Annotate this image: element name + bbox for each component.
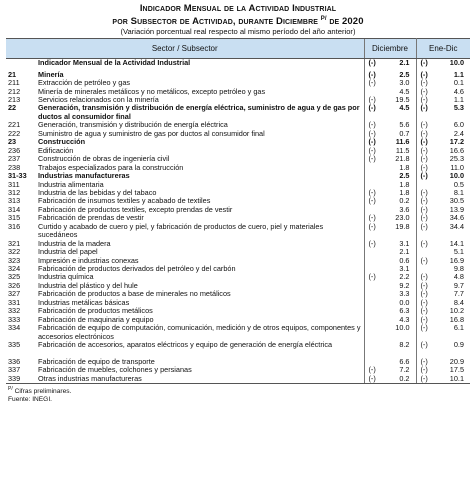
ene-dic-sign: (-) xyxy=(420,137,428,147)
ene-dic-value: 20.9 xyxy=(449,357,464,366)
ene-dic-value: 10.1 xyxy=(449,373,464,383)
diciembre-cell xyxy=(364,341,416,358)
title-line-2-text: por Subsector de Actividad, durante Diciembre xyxy=(112,16,319,28)
table-body xyxy=(6,59,470,384)
diciembre-value: 6.3 xyxy=(399,306,410,316)
diciembre-value: 2.2 xyxy=(399,272,410,282)
row-name: Industria del papel xyxy=(38,247,98,257)
row-name: Minería de minerales metálicos y no metálicos, excepto petróleo y gas xyxy=(38,86,266,96)
row-code: 311 xyxy=(8,179,20,189)
diciembre-value: 21.8 xyxy=(395,154,410,164)
ene-dic-value: 7.7 xyxy=(453,289,464,299)
row-name: Industrias metálicas básicas xyxy=(38,297,130,307)
table-notes xyxy=(6,386,470,403)
ene-dic-value: 13.9 xyxy=(449,204,464,214)
ene-dic-value: 14.1 xyxy=(449,238,464,248)
ene-dic-sign: (-) xyxy=(420,255,428,265)
ene-dic-sign: (-) xyxy=(420,94,428,104)
row-name: Fabricación de productos a base de minerales no metálicos xyxy=(38,289,231,299)
ene-dic-sign: (-) xyxy=(420,289,428,299)
ene-dic-value: 25.3 xyxy=(449,154,464,164)
ene-dic-sign: (-) xyxy=(420,238,428,248)
diciembre-value: 3.0 xyxy=(399,78,410,88)
table-row xyxy=(6,223,470,240)
diciembre-value: 23.0 xyxy=(395,213,410,223)
ene-dic-value: 11.0 xyxy=(450,162,464,172)
table-title xyxy=(6,3,470,27)
row-name: Extracción de petróleo y gas xyxy=(38,78,131,88)
diciembre-sign: (-) xyxy=(368,120,376,130)
row-name: Construcción xyxy=(38,137,86,147)
diciembre-value: 3.1 xyxy=(399,264,410,274)
row-name: Industria de las bebidas y del tabaco xyxy=(38,187,157,197)
table-subtitle: (Variación porcentual real respecto al mismo período del año anterior) xyxy=(120,27,356,37)
row-code: 237 xyxy=(8,154,21,164)
ene-dic-value: 9.8 xyxy=(453,264,464,274)
diciembre-value: 6.6 xyxy=(399,357,410,366)
ene-dic-value: 10.2 xyxy=(449,306,464,316)
header-sector: Sector / Subsector xyxy=(6,39,364,59)
diciembre-sign: (-) xyxy=(368,213,376,223)
diciembre-value: 11.5 xyxy=(395,145,410,155)
table-row xyxy=(6,59,470,68)
diciembre-sign: (-) xyxy=(368,128,376,138)
ene-dic-sign: (-) xyxy=(420,78,428,88)
ene-dic-sign: (-) xyxy=(420,103,428,113)
row-name: Construcción de obras de ingeniería civil xyxy=(38,154,170,164)
ene-dic-sign: (-) xyxy=(420,162,428,172)
diciembre-value: 19.8 xyxy=(395,221,410,231)
row-name: Fabricación de productos textiles, excepto prendas de vestir xyxy=(38,204,233,214)
ene-dic-sign: (-) xyxy=(420,58,428,68)
row-name: Otras industrias manufactureras xyxy=(38,375,364,384)
ene-dic-value: 5.3 xyxy=(453,103,464,113)
ene-dic-value: 34.6 xyxy=(449,213,464,223)
diciembre-value: 9.2 xyxy=(399,280,410,290)
diciembre-value: 3.6 xyxy=(399,204,410,214)
ene-dic-cell xyxy=(416,324,470,341)
row-code: 335 xyxy=(8,340,21,350)
ene-dic-value: 1.1 xyxy=(453,94,464,104)
row-code: 334 xyxy=(8,323,21,333)
row-code: 331 xyxy=(8,297,21,307)
note-text: Cifras preliminares. xyxy=(14,388,72,396)
ene-dic-value: 4.8 xyxy=(453,272,464,282)
diciembre-sign: (-) xyxy=(368,103,376,113)
row-code: 323 xyxy=(8,255,21,265)
row-code: 316 xyxy=(8,221,21,231)
row-code: 337 xyxy=(8,365,21,375)
diciembre-value: 0.2 xyxy=(399,196,410,206)
diciembre-sign: (-) xyxy=(368,154,376,164)
ene-dic-sign: (-) xyxy=(420,306,428,316)
ene-dic-sign: (-) xyxy=(420,86,428,96)
diciembre-sign: (-) xyxy=(368,272,376,282)
diciembre-value: 1.8 xyxy=(399,187,410,197)
row-code xyxy=(6,59,38,68)
row-code: 221 xyxy=(8,120,21,130)
ene-dic-cell xyxy=(416,59,470,68)
row-name: Industria del plástico y del hule xyxy=(38,280,138,290)
row-name: Fabricación de productos metálicos xyxy=(38,306,153,316)
ene-dic-value: 16.6 xyxy=(449,145,464,155)
ene-dic-sign: (-) xyxy=(420,357,428,366)
diciembre-value: 0.7 xyxy=(399,128,410,138)
ene-dic-value: 4.6 xyxy=(453,86,464,96)
diciembre-sign: (-) xyxy=(368,365,376,375)
diciembre-sign: (-) xyxy=(368,69,376,79)
ene-dic-value: 8.4 xyxy=(453,297,464,307)
row-name: Industria de la madera xyxy=(38,238,111,248)
ene-dic-value: 30.5 xyxy=(449,196,464,206)
ene-dic-value: 9.7 xyxy=(453,280,464,290)
ene-dic-value: 0.1 xyxy=(453,78,464,88)
diciembre-value: 4.5 xyxy=(399,103,410,113)
row-code: 336 xyxy=(8,357,21,366)
row-code: 339 xyxy=(6,375,38,384)
row-code: 31-33 xyxy=(8,171,27,181)
ene-dic-cell xyxy=(416,341,470,358)
diciembre-value: 0.0 xyxy=(399,297,410,307)
ene-dic-sign: (-) xyxy=(420,365,428,375)
row-name: Generación, transmisión y distribución de energía eléctrica, suministro de agua y de gas por ductos al consumidor final xyxy=(38,103,360,121)
row-name: Generación, transmisión y distribución de energía eléctrica xyxy=(38,120,228,130)
row-name: Industria química xyxy=(38,272,94,282)
diciembre-value: 4.5 xyxy=(399,86,410,96)
row-name: Fabricación de prendas de vestir xyxy=(38,213,144,223)
row-code: 315 xyxy=(8,213,21,223)
row-code: 313 xyxy=(8,196,21,206)
title-line-2 xyxy=(6,14,470,27)
diciembre-value: 7.2 xyxy=(399,365,410,375)
diciembre-value: 10.0 xyxy=(395,323,410,333)
title-year: de 2020 xyxy=(326,16,364,28)
ene-dic-cell xyxy=(416,375,470,384)
ene-dic-sign: (-) xyxy=(420,323,428,333)
ene-dic-value: 0.5 xyxy=(453,179,464,189)
row-name: Impresión e industrias conexas xyxy=(38,255,139,265)
preliminary-note xyxy=(8,386,470,396)
table-row xyxy=(6,375,470,384)
row-code: 326 xyxy=(8,280,21,290)
ene-dic-sign: (-) xyxy=(420,196,428,206)
diciembre-value: 0.2 xyxy=(399,373,410,383)
diciembre-value: 19.5 xyxy=(395,94,410,104)
diciembre-cell xyxy=(364,324,416,341)
ene-dic-value: 34.4 xyxy=(449,221,464,231)
ene-dic-sign: (-) xyxy=(420,171,428,181)
row-name: Edificación xyxy=(38,145,74,155)
ene-dic-cell xyxy=(416,104,470,121)
table-row xyxy=(6,104,470,121)
diciembre-value: 3.3 xyxy=(399,289,410,299)
ene-dic-sign: (-) xyxy=(420,145,428,155)
ene-dic-sign: (-) xyxy=(420,213,428,223)
ene-dic-sign: (-) xyxy=(420,297,428,307)
ene-dic-value: 16.8 xyxy=(449,314,464,324)
ene-dic-sign: (-) xyxy=(420,69,428,79)
diciembre-value: 1.8 xyxy=(399,179,410,189)
row-name: Fabricación de equipo de transporte xyxy=(38,357,155,366)
header-ene-dic: Ene-Dic xyxy=(416,39,470,59)
diciembre-sign: (-) xyxy=(368,58,376,68)
ene-dic-sign: (-) xyxy=(420,280,428,290)
industrial-activity-table xyxy=(6,38,470,384)
ene-dic-value: 10.0 xyxy=(449,171,464,181)
row-name: Servicios relacionados con la minería xyxy=(38,94,159,104)
row-name: Industrias manufactureras xyxy=(38,171,130,181)
row-code: 321 xyxy=(8,238,21,248)
diciembre-value: 1.8 xyxy=(399,162,410,172)
row-code: 22 xyxy=(8,103,17,113)
diciembre-value: 3.1 xyxy=(399,238,410,248)
row-code: 236 xyxy=(8,145,21,155)
ene-dic-value: 6.0 xyxy=(453,120,464,130)
row-name: Minería xyxy=(38,69,64,79)
header-diciembre: Diciembre xyxy=(364,39,416,59)
row-code: 222 xyxy=(8,128,21,138)
preliminary-mark: P/ xyxy=(320,16,327,22)
row-code: 212 xyxy=(8,86,21,96)
diciembre-sign: (-) xyxy=(368,238,376,248)
row-name: Indicador Mensual de la Actividad Industrial xyxy=(38,58,191,68)
diciembre-value: 8.2 xyxy=(399,340,410,350)
row-code: 238 xyxy=(8,162,21,172)
row-code: 211 xyxy=(8,78,20,88)
row-code: 327 xyxy=(8,289,21,299)
row-code: 333 xyxy=(8,314,21,324)
diciembre-sign: (-) xyxy=(368,187,376,197)
row-code: 21 xyxy=(8,69,17,79)
diciembre-value: 2.1 xyxy=(399,58,410,68)
table-row xyxy=(6,324,470,341)
diciembre-cell xyxy=(364,59,416,68)
ene-dic-value: 17.2 xyxy=(449,137,464,147)
ene-dic-cell xyxy=(416,223,470,240)
diciembre-value: 5.6 xyxy=(399,120,410,130)
diciembre-sign: (-) xyxy=(368,221,376,231)
diciembre-sign: (-) xyxy=(368,145,376,155)
row-code: 325 xyxy=(8,272,21,282)
row-name: Fabricación de accesorios, aparatos eléctricos y equipo de generación de energía eléctrica xyxy=(38,340,333,350)
diciembre-sign: (-) xyxy=(368,94,376,104)
table-row xyxy=(6,341,470,358)
diciembre-sign: (-) xyxy=(368,373,376,383)
diciembre-value: 11.6 xyxy=(395,137,410,147)
row-code: 314 xyxy=(8,204,21,214)
ene-dic-sign: (-) xyxy=(420,340,428,350)
ene-dic-value: 10.0 xyxy=(449,58,464,68)
row-name: Curtido y acabado de cuero y piel, y fabricación de productos de cuero, piel y materiales sucedáneos xyxy=(38,221,324,240)
row-name: Suministro de agua y suministro de gas por ductos al consumidor final xyxy=(38,128,265,138)
ene-dic-sign: (-) xyxy=(420,120,428,130)
ene-dic-value: 16.9 xyxy=(449,255,464,265)
diciembre-value: 2.1 xyxy=(399,247,410,257)
source-note: Fuente: INEGI. xyxy=(8,396,52,404)
ene-dic-value: 6.1 xyxy=(453,323,464,333)
row-code: 23 xyxy=(8,137,17,147)
title-line-1: Indicador Mensual de la Actividad Industrial xyxy=(139,3,337,14)
ene-dic-sign: (-) xyxy=(420,272,428,282)
diciembre-sign: (-) xyxy=(368,137,376,147)
note-mark: P/ xyxy=(8,386,13,393)
diciembre-value: 4.3 xyxy=(399,314,410,324)
row-code: 213 xyxy=(8,94,21,104)
diciembre-cell xyxy=(364,104,416,121)
diciembre-sign: (-) xyxy=(368,196,376,206)
row-code: 312 xyxy=(8,187,21,197)
row-name: Trabajos especializados para la construcción xyxy=(38,162,184,172)
ene-dic-value: 17.5 xyxy=(449,365,464,375)
row-name: Fabricación de productos derivados del petróleo y del carbón xyxy=(38,264,236,274)
ene-dic-sign: (-) xyxy=(420,128,428,138)
ene-dic-value: 2.4 xyxy=(453,128,464,138)
row-name: Fabricación de muebles, colchones y persianas xyxy=(38,365,192,375)
diciembre-cell xyxy=(364,223,416,240)
row-name: Fabricación de maquinaria y equipo xyxy=(38,314,154,324)
row-code: 324 xyxy=(8,264,21,274)
ene-dic-value: 1.1 xyxy=(453,69,464,79)
ene-dic-sign: (-) xyxy=(420,314,428,324)
ene-dic-sign: (-) xyxy=(420,373,428,383)
ene-dic-sign: (-) xyxy=(420,154,428,164)
ene-dic-sign: (-) xyxy=(420,187,428,197)
diciembre-sign: (-) xyxy=(368,78,376,88)
diciembre-cell xyxy=(364,375,416,384)
ene-dic-value: 0.9 xyxy=(453,340,464,350)
row-code: 332 xyxy=(8,306,21,316)
row-name: Fabricación de equipo de computación, comunicación, medición y de otros equipos, componentes y accesorios electrónicos xyxy=(38,323,361,341)
diciembre-value: 0.6 xyxy=(399,255,410,265)
ene-dic-value: 5.1 xyxy=(453,247,464,257)
diciembre-value: 2.5 xyxy=(399,69,410,79)
diciembre-value: 2.5 xyxy=(399,171,410,181)
row-name: Fabricación de insumos textiles y acabado de textiles xyxy=(38,196,211,206)
ene-dic-value: 8.1 xyxy=(453,187,464,197)
ene-dic-sign: (-) xyxy=(420,204,428,214)
ene-dic-sign: (-) xyxy=(420,221,428,231)
row-name: Industria alimentaria xyxy=(38,179,104,189)
row-code: 322 xyxy=(8,247,21,257)
table-header-row xyxy=(6,39,470,59)
